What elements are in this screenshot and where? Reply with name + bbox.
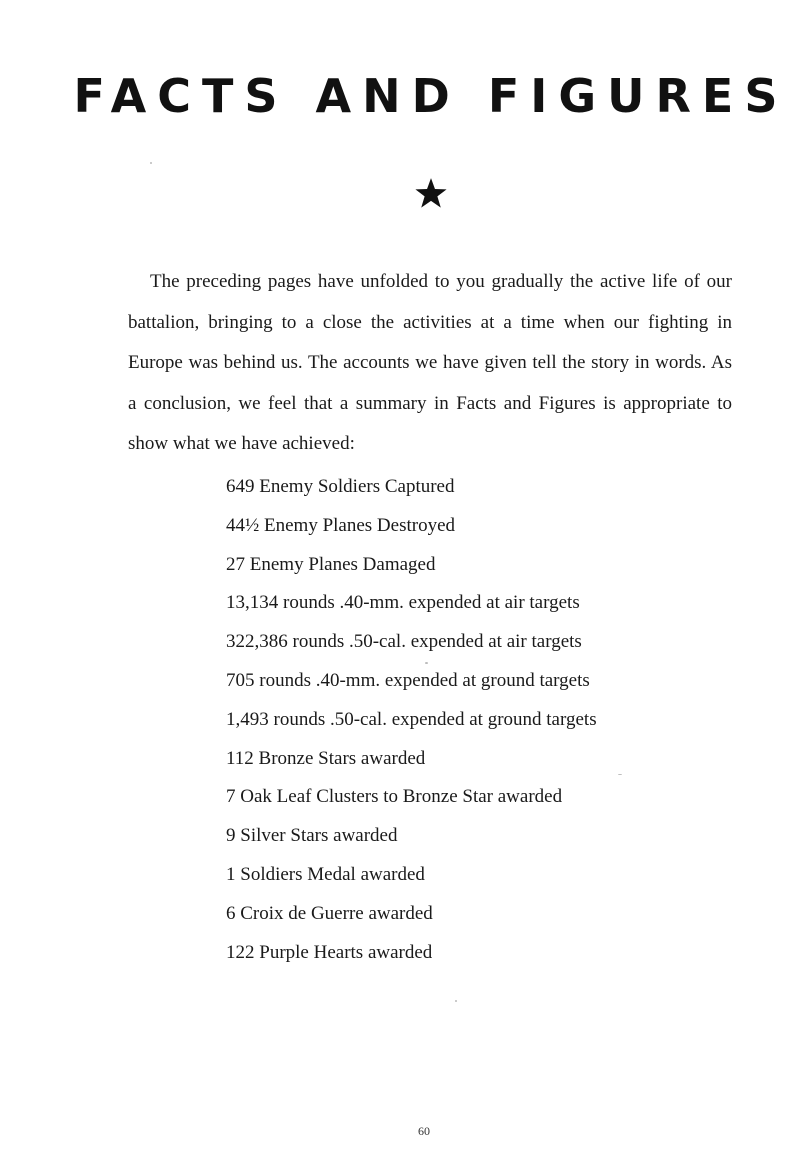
fact-item: 6 Croix de Guerre awarded [226, 902, 433, 924]
fact-item: 27 Enemy Planes Damaged [226, 553, 436, 575]
fact-item: 9 Silver Stars awarded [226, 825, 398, 847]
scan-speck [425, 662, 428, 664]
star-icon [414, 176, 448, 210]
fact-item: 13,134 rounds .40-mm. expended at air targets [226, 592, 580, 614]
fact-item: 44½ Enemy Planes Destroyed [226, 514, 456, 536]
fact-item: 322,386 rounds .50-cal. expended at air targets [226, 631, 582, 653]
intro-paragraph: The preceding pages have unfolded to you gradually the active life of our battalion, bringing to a close the activities at a time when our fighting in Europe was behind us. The accounts we have given tell the story in words. As a conclusion, we feel that a summary in Facts and Figures is appropriate to show what we have achieved: [128, 271, 732, 454]
scan-speck [455, 1000, 457, 1002]
page-number: 60 [418, 1124, 430, 1138]
fact-item: 649 Enemy Soldiers Captured [226, 476, 455, 497]
fact-item: 1,493 rounds .50-cal. expended at ground targets [226, 708, 597, 730]
fact-item: 7 Oak Leaf Clusters to Bronze Star awarded [226, 786, 563, 808]
fact-item: 122 Purple Hearts awarded [226, 941, 433, 963]
fact-item: 705 rounds .40-mm. expended at ground targets [226, 669, 590, 691]
scan-speck [618, 774, 622, 775]
facts-list [226, 468, 597, 972]
fact-item: 112 Bronze Stars awarded [226, 747, 426, 769]
page-title: FACTS AND FIGURES [73, 69, 789, 123]
fact-item: 1 Soldiers Medal awarded [226, 863, 425, 885]
scan-speck [150, 162, 152, 164]
